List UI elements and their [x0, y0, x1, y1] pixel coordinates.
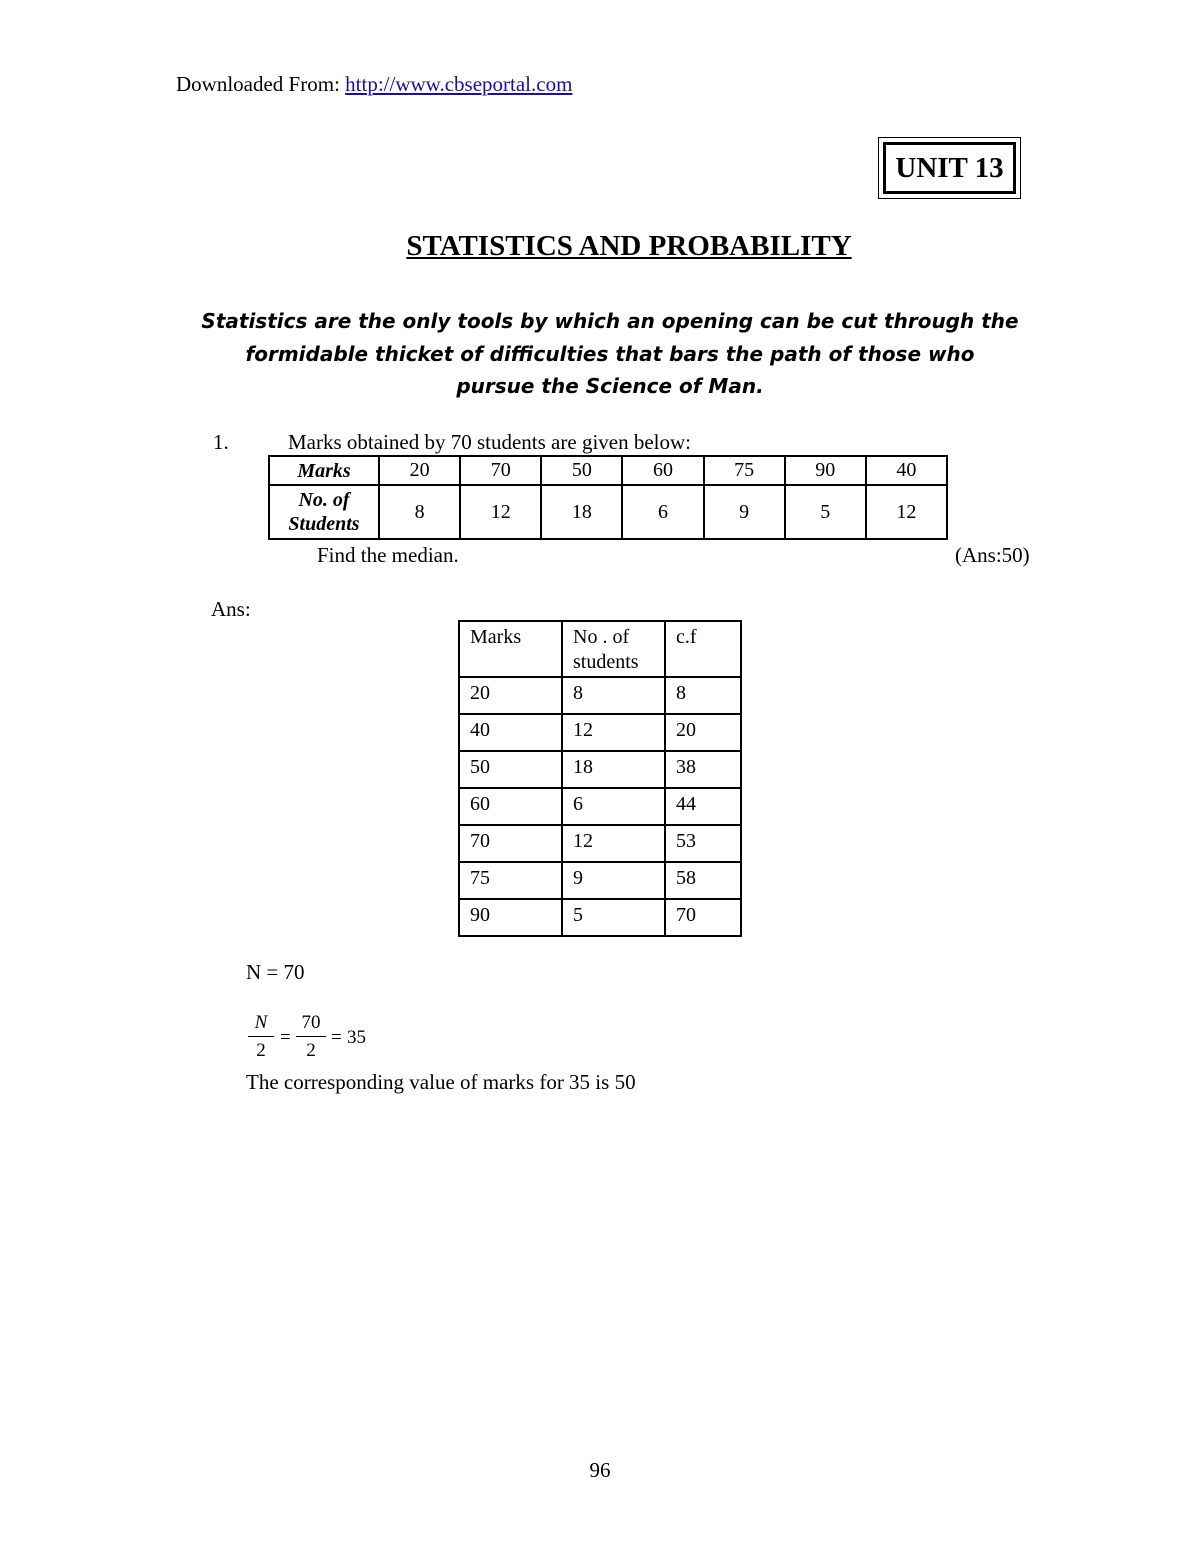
cell-students: 6: [562, 788, 665, 825]
students-cell: 12: [460, 485, 541, 539]
cell-cf: 8: [665, 677, 741, 714]
marks-cell: 50: [541, 456, 622, 485]
equals-sign: =: [280, 1027, 291, 1048]
students-cell: 6: [622, 485, 703, 539]
cell-marks: 20: [459, 677, 562, 714]
cell-marks: 90: [459, 899, 562, 936]
quote-line-3: pursue the Science of Man.: [456, 374, 764, 398]
table-row: [459, 825, 741, 862]
fraction-result: 35: [347, 1027, 366, 1048]
unit-label: UNIT 13: [883, 142, 1016, 194]
cell-cf: 20: [665, 714, 741, 751]
question-instruction: Find the median.: [317, 543, 459, 567]
answer-hint: (Ans:50): [955, 543, 1030, 567]
marks-cell: 20: [379, 456, 460, 485]
students-header-line-2: Students: [288, 513, 360, 535]
table-header-row: [459, 621, 741, 677]
cell-cf: 38: [665, 751, 741, 788]
n-total-line: N = 70: [246, 960, 305, 984]
fraction-numerator: N: [254, 1012, 268, 1033]
cell-marks: 60: [459, 788, 562, 825]
page-title: STATISTICS AND PROBABILITY: [406, 230, 852, 262]
table-row: [459, 788, 741, 825]
fraction-denominator: 2: [306, 1040, 316, 1061]
epigraph-quote: [160, 305, 1060, 403]
fraction-bar: [296, 1036, 326, 1037]
cell-marks: 75: [459, 862, 562, 899]
unit-badge: [878, 137, 1021, 199]
table-row: [459, 714, 741, 751]
students-cell: 12: [866, 485, 947, 539]
quote-line-2: formidable thicket of difficulties that bars the path of those who: [245, 341, 975, 366]
table-row: [459, 677, 741, 714]
header-cf: c.f: [665, 621, 741, 677]
cell-students: 18: [562, 751, 665, 788]
header-marks: Marks: [459, 621, 562, 677]
table-row: [459, 899, 741, 936]
marks-cell: 70: [460, 456, 541, 485]
students-cell: 8: [379, 485, 460, 539]
cell-marks: 70: [459, 825, 562, 862]
header-students: No . of students: [562, 621, 665, 677]
students-cell: 18: [541, 485, 622, 539]
fraction-bar: [248, 1036, 274, 1037]
table-row: [459, 862, 741, 899]
quote-line-1: Statistics are the only tools by which an opening can be cut through the: [201, 309, 1019, 333]
cell-cf: 70: [665, 899, 741, 936]
cell-cf: 58: [665, 862, 741, 899]
cell-students: 12: [562, 825, 665, 862]
marks-cell: 60: [622, 456, 703, 485]
marks-cell: 90: [785, 456, 866, 485]
fraction-n-over-2: [248, 1012, 274, 1062]
fraction-denominator: 2: [256, 1040, 266, 1061]
cell-students: 8: [562, 677, 665, 714]
cell-cf: 44: [665, 788, 741, 825]
students-row: [269, 485, 947, 539]
students-cell: 9: [704, 485, 785, 539]
cell-cf: 53: [665, 825, 741, 862]
marks-row: [269, 456, 947, 485]
table-row: [459, 751, 741, 788]
question-text: Marks obtained by 70 students are given below:: [288, 430, 691, 454]
solution-conclusion: The corresponding value of marks for 35 is 50: [246, 1070, 636, 1094]
header-prefix: Downloaded From:: [176, 72, 346, 96]
students-header-line-1: No. of: [298, 489, 350, 511]
equals-sign: =: [331, 1027, 342, 1048]
students-row-header: [269, 485, 379, 539]
download-header: [176, 72, 572, 97]
marks-row-header: Marks: [269, 456, 379, 485]
answer-label: Ans:: [211, 597, 251, 621]
cell-students: 9: [562, 862, 665, 899]
median-position-formula: [248, 1012, 388, 1072]
fraction-70-over-2: [296, 1012, 326, 1062]
students-cell: 5: [785, 485, 866, 539]
page-number: 96: [589, 1458, 611, 1482]
cell-marks: 40: [459, 714, 562, 751]
marks-cell: 40: [866, 456, 947, 485]
cell-marks: 50: [459, 751, 562, 788]
marks-distribution-table: [268, 455, 948, 540]
source-link[interactable]: http://www.cbseportal.com: [345, 72, 573, 96]
marks-cell: 75: [704, 456, 785, 485]
question-number: 1.: [213, 430, 229, 454]
fraction-numerator: 70: [301, 1012, 321, 1033]
cumulative-frequency-table: [458, 620, 742, 937]
cell-students: 12: [562, 714, 665, 751]
cell-students: 5: [562, 899, 665, 936]
